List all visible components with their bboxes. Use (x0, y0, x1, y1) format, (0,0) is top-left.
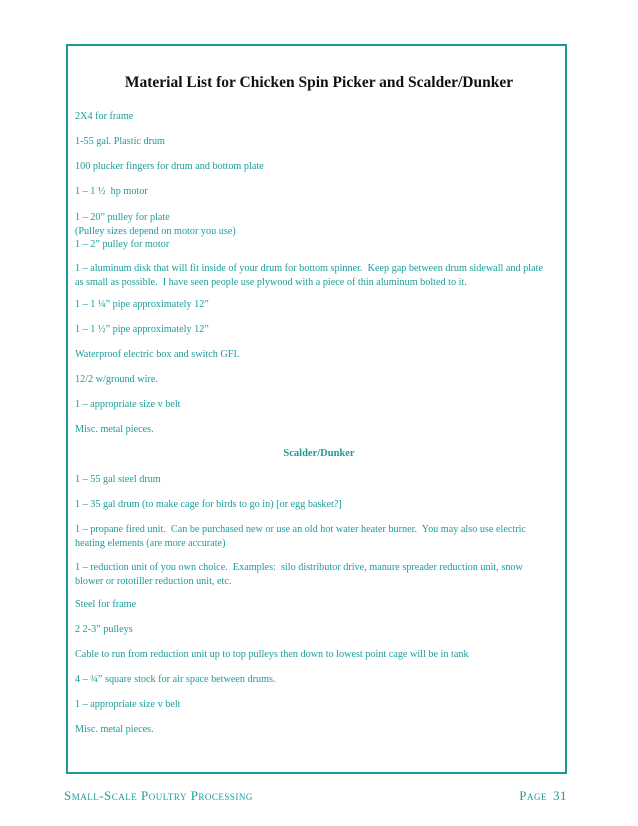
picker-material-item-line: 1 – 1 ¼” pipe approximately 12” (75, 299, 209, 310)
scalder-material-item-line: 2 2-3” pulleys (75, 624, 133, 635)
picker-material-item-line: Waterproof electric box and switch GFI. (75, 349, 240, 360)
footer-publication-title: Small-Scale Poultry Processing (64, 788, 253, 803)
scalder-material-item-line: 1 – appropriate size v belt (75, 699, 181, 710)
picker-material-item-line: 1 – 2” pulley for motor (75, 239, 170, 250)
scalder-material-item (75, 523, 565, 550)
picker-material-item (75, 398, 565, 412)
scalder-material-item-line: 1 – reduction unit of you own choice. Examples: silo distributor drive, manure spreader reduction unit, snow (75, 562, 523, 573)
picker-material-item (75, 348, 565, 362)
scalder-material-item-line: Cable to run from reduction unit up to top pulleys then down to lowest point cage will be in tank (75, 649, 469, 660)
picker-material-item-line: 1 – 20” pulley for plate (75, 212, 170, 223)
picker-material-item-line: 1 – appropriate size v belt (75, 399, 181, 410)
scalder-material-item (75, 673, 565, 687)
footer-page-num: 31 (553, 788, 567, 803)
picker-material-item-line: 1 – aluminum disk that will fit inside of your drum for bottom spinner. Keep gap between drum sidewall and plate (75, 263, 543, 274)
scalder-material-item (75, 561, 565, 588)
scalder-material-item-line: blower or rototiller reduction unit, etc. (75, 575, 232, 587)
scalder-material-item-line: 1 – 35 gal drum (to make cage for birds to go in) [or egg basket?] (75, 499, 342, 510)
picker-material-item (75, 110, 565, 124)
scalder-material-item-line: Steel for frame (75, 599, 137, 610)
picker-material-item-line: 1 – 1 ½ hp motor (75, 186, 148, 197)
page-title: Material List for Chicken Spin Picker and Scalder/Dunker (124, 74, 514, 91)
picker-material-item-line: 1 – 1 ½” pipe approximately 12” (75, 324, 209, 335)
scalder-material-item (75, 698, 565, 712)
footer-page-number (519, 788, 567, 804)
footer-page-label: Page (519, 788, 547, 803)
picker-material-item-line: Misc. metal pieces. (75, 424, 154, 435)
scalder-material-item-line: 1 – 55 gal steel drum (75, 474, 161, 485)
picker-material-item (75, 373, 565, 387)
picker-material-item (75, 185, 565, 199)
picker-material-item (75, 160, 565, 174)
scalder-heading: Scalder/Dunker (283, 448, 355, 459)
picker-material-item (75, 135, 565, 149)
picker-material-item-line: (Pulley sizes depend on motor you use) (75, 225, 236, 237)
picker-material-item-line: 12/2 w/ground wire. (75, 374, 158, 385)
scalder-material-item (75, 623, 565, 637)
picker-material-item (75, 423, 565, 437)
scalder-material-item-line: 1 – propane fired unit. Can be purchased new or use an old hot water heater burner. You may also use electric (75, 524, 526, 535)
picker-material-item (75, 262, 565, 289)
picker-material-item-line: 100 plucker fingers for drum and bottom plate (75, 161, 264, 172)
scalder-material-item (75, 473, 565, 487)
picker-material-item (75, 211, 565, 252)
scalder-material-item (75, 648, 565, 662)
scalder-material-item (75, 723, 565, 737)
picker-material-item-line: as small as possible. I have seen people use plywood with a piece of thin aluminum bolted to it. (75, 276, 467, 288)
picker-material-item (75, 298, 565, 312)
scalder-material-item-line: 4 – ¾” square stock for air space between drums. (75, 674, 276, 685)
picker-material-item-line: 1-55 gal. Plastic drum (75, 136, 165, 147)
picker-material-item-line: 2X4 for frame (75, 111, 134, 122)
scalder-material-item-line: Misc. metal pieces. (75, 724, 154, 735)
scalder-material-item (75, 598, 565, 612)
scalder-material-item-line: heating elements (are more accurate) (75, 537, 226, 549)
scalder-material-item (75, 498, 565, 512)
picker-material-item (75, 323, 565, 337)
